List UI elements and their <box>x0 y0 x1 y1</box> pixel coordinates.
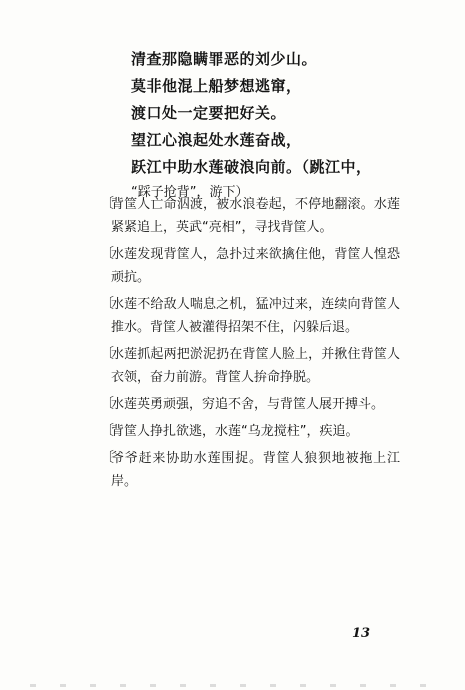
lyric-line: 莫非他混上船梦想逃窜， <box>131 77 302 95</box>
stage-direction-text: 水莲不给敌人喘息之机，猛冲过来，连续向背筐人推水。背筐人被灌得招架不住，闪躲后退。 <box>111 297 400 335</box>
lyric-line: 渡口处一定要把好关。 <box>131 104 287 122</box>
stage-direction-text: 水莲英勇顽强，穷追不舍，与背筐人展开搏斗。 <box>111 397 385 412</box>
stage-direction <box>100 243 400 289</box>
stage-direction-text: 爷爷赶来协助水莲围捉。背筐人狼狈地被拖上江岸。 <box>111 451 400 489</box>
stage-direction-text: 背筐人挣扎欲逃，水莲“乌龙搅柱”，疾追。 <box>111 424 359 439</box>
lyric-block <box>131 46 431 205</box>
lyric-line: 望江心浪起处水莲奋战， <box>131 131 302 149</box>
bracket-glyph: 〔 <box>100 346 114 362</box>
stage-direction <box>100 293 400 339</box>
bracket-glyph: 〔 <box>100 196 114 212</box>
bracket-glyph: 〔 <box>100 296 114 312</box>
stage-direction <box>100 193 400 239</box>
lyric-line: 跃江中助水莲破浪向前。（跳江中， <box>131 158 372 176</box>
bracket-glyph: 〔 <box>100 396 114 412</box>
stage-direction-text: 背筐人亡命泅渡，被水浪卷起，不停地翻滚。水莲紧紧追上，英武“亮相”，寻找背筐人。 <box>111 197 400 235</box>
stage-directions <box>100 193 400 497</box>
stage-direction-text: 水莲抓起两把淤泥扔在背筐人脸上，并揪住背筐人衣领，奋力前游。背筐人拚命挣脱。 <box>111 347 400 385</box>
stage-direction-text: 水莲发现背筐人，急扑过来欲擒住他，背筐人惶恐顽抗。 <box>111 247 400 285</box>
bracket-glyph: 〔 <box>100 423 114 439</box>
stage-direction <box>100 447 400 493</box>
lyric-line: 清查那隐瞒罪恶的刘少山。 <box>131 50 318 68</box>
stage-direction <box>100 420 400 443</box>
bracket-glyph: 〔 <box>100 450 114 466</box>
stage-direction <box>100 393 400 416</box>
lyric-stage-note: “踩子抢背”，游下） <box>131 185 249 200</box>
scan-artifact <box>30 684 440 687</box>
stage-direction <box>100 343 400 389</box>
page-number: 13 <box>352 626 371 641</box>
bracket-glyph: 〔 <box>100 246 114 262</box>
